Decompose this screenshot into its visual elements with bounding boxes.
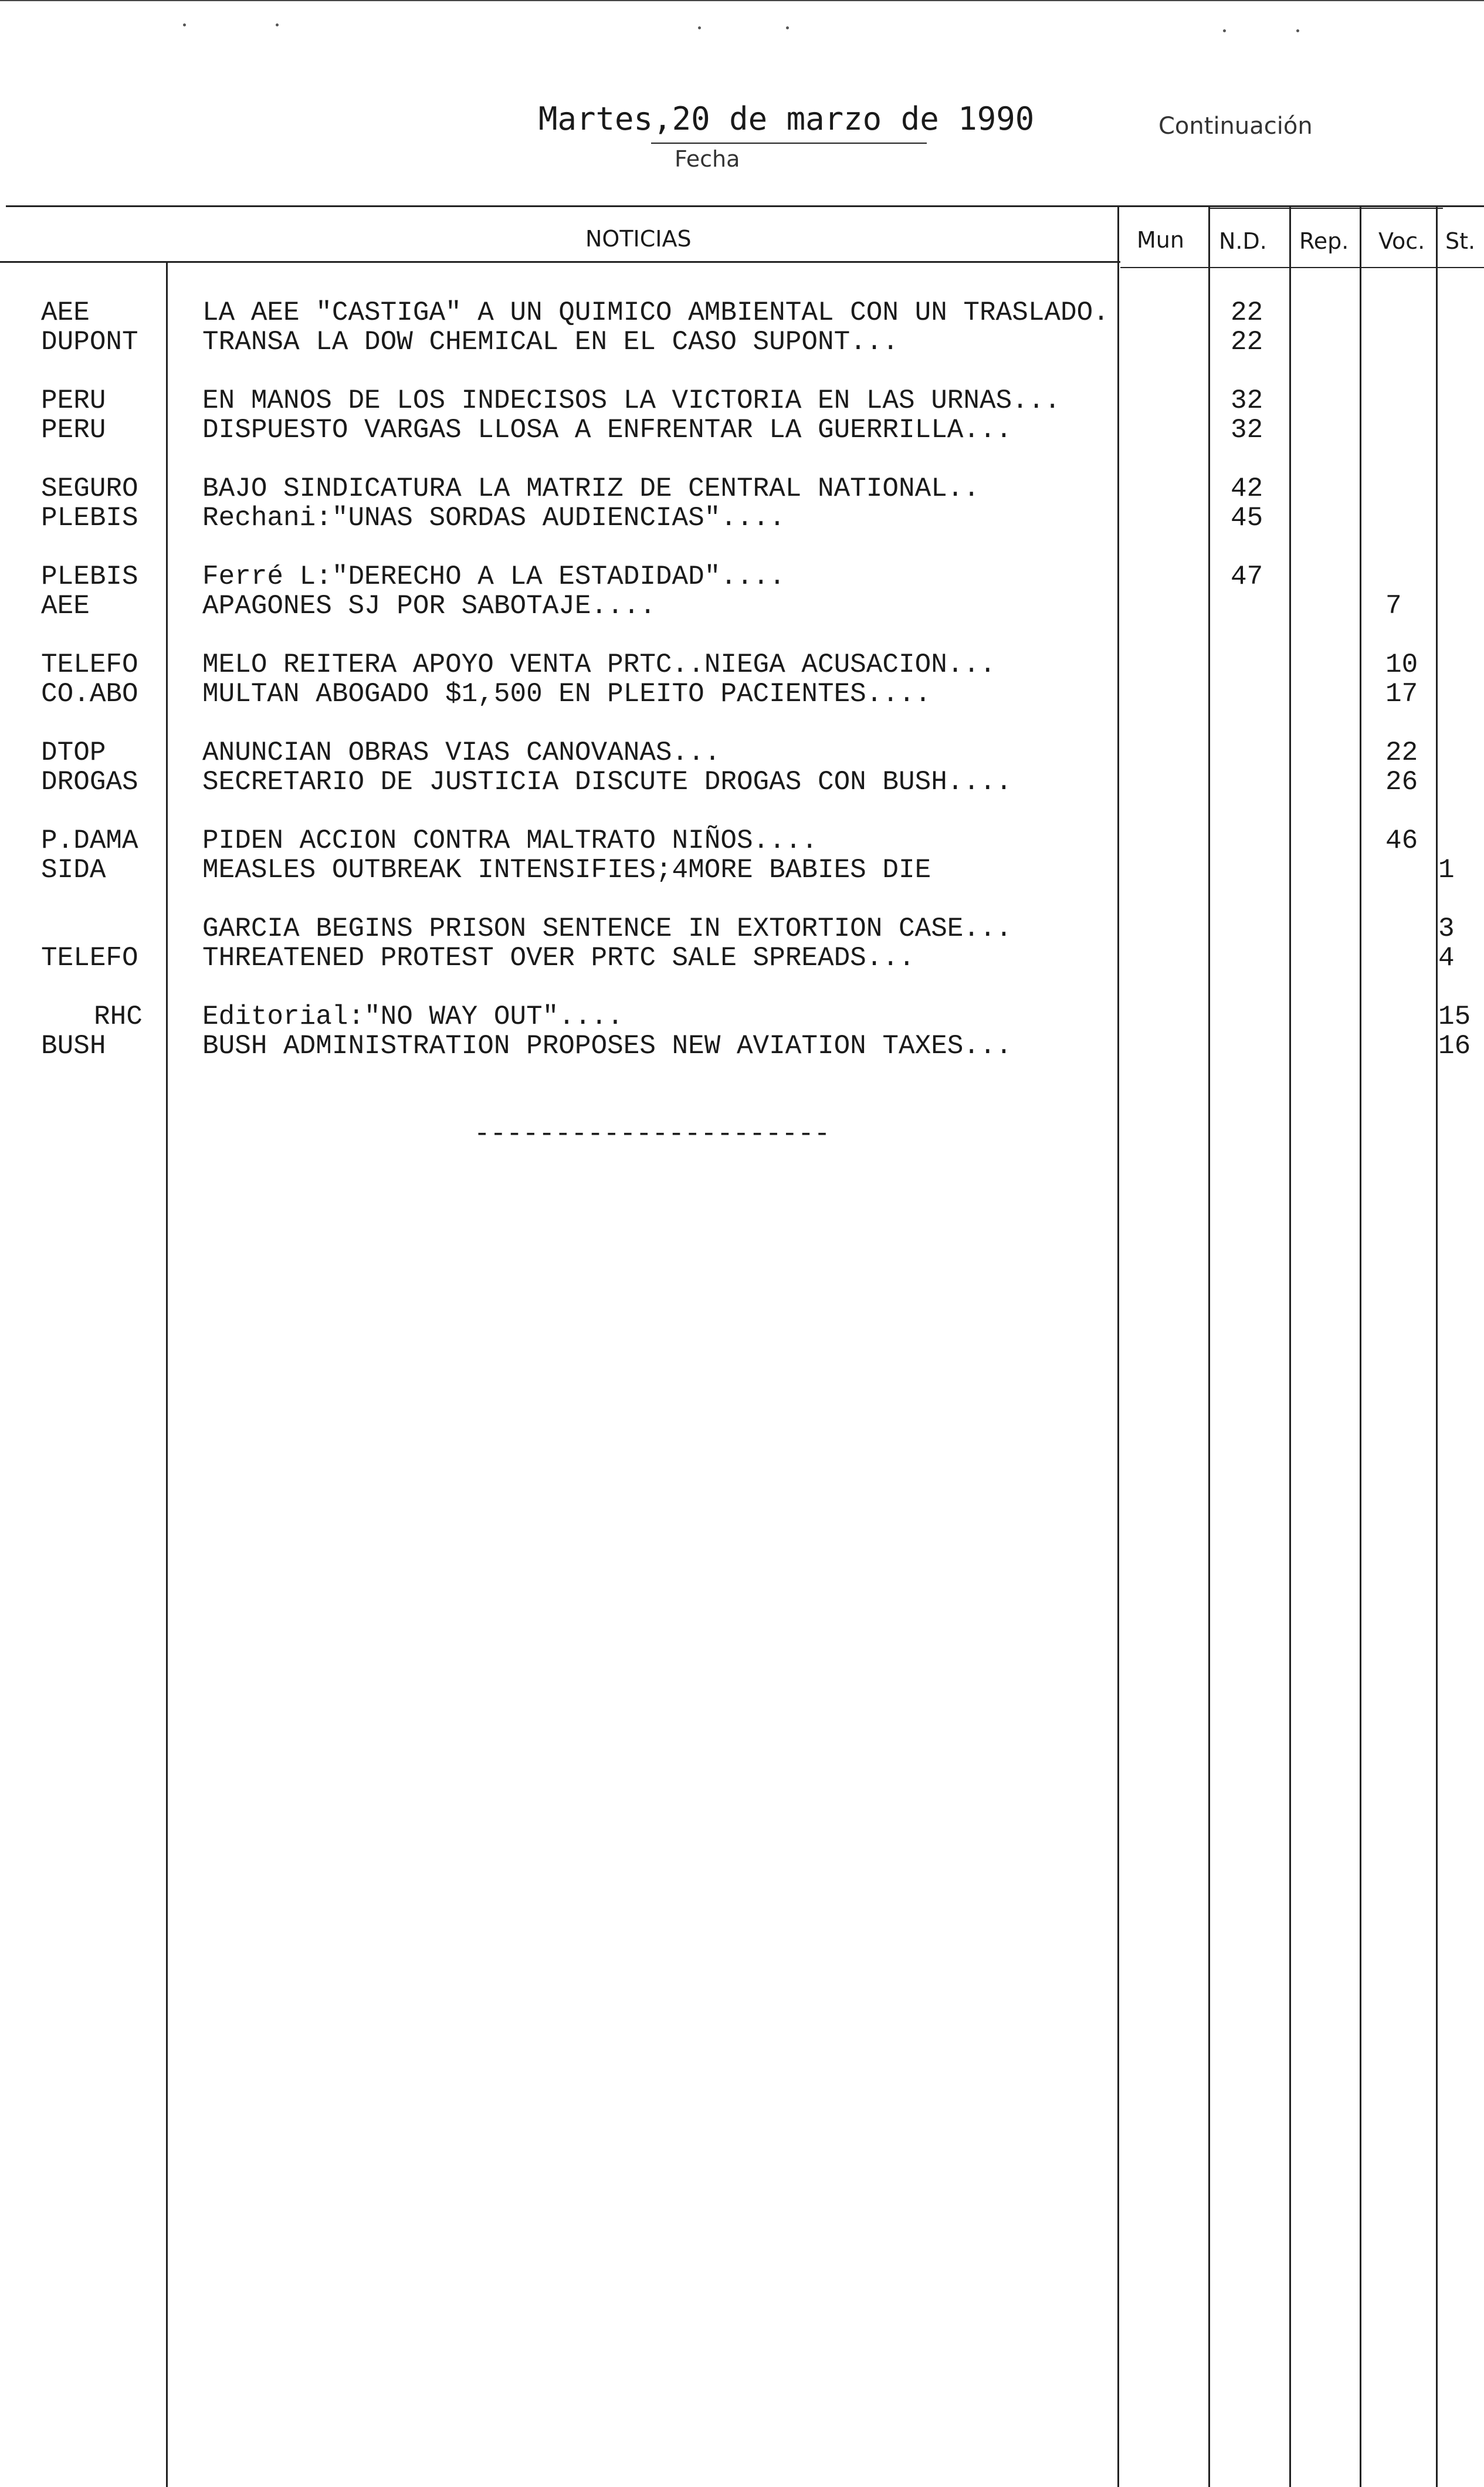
row-nd-page: 42: [1231, 473, 1263, 504]
row-tag: AEE: [41, 591, 90, 621]
table-header-rule-right: [1120, 267, 1484, 268]
column-header-nd: N.D.: [1219, 228, 1267, 254]
row-nd-page: 32: [1231, 385, 1263, 416]
row-headline: PIDEN ACCION CONTRA MALTRATO NIÑOS....: [202, 825, 818, 856]
date-label: Fecha: [675, 146, 740, 172]
row-nd-page: 22: [1231, 327, 1263, 357]
row-headline: APAGONES SJ POR SABOTAJE....: [202, 591, 656, 621]
column-divider-st: [1436, 205, 1438, 2487]
row-tag: CO.ABO: [41, 679, 138, 709]
row-headline: EN MANOS DE LOS INDECISOS LA VICTORIA EN LAS URNAS...: [202, 385, 1061, 416]
row-tag: PLEBIS: [41, 561, 138, 592]
row-headline: Editorial:"NO WAY OUT"....: [202, 1001, 624, 1032]
nd-rep-header-rule: [1208, 208, 1443, 209]
row-st-page: 1: [1438, 855, 1455, 885]
scan-speck: [1223, 29, 1226, 32]
column-header-mun: Mun: [1137, 227, 1184, 253]
row-tag: P.DAMA: [41, 825, 138, 856]
row-tag: TELEFO: [41, 649, 138, 680]
scan-speck: [698, 26, 701, 29]
row-voc-page: 26: [1385, 767, 1418, 797]
row-nd-page: 22: [1231, 297, 1263, 328]
column-divider-mun: [1117, 205, 1119, 2487]
row-headline: Ferré L:"DERECHO A LA ESTADIDAD"....: [202, 561, 785, 592]
row-st-page: 15: [1438, 1001, 1471, 1032]
row-headline: LA AEE "CASTIGA" A UN QUIMICO AMBIENTAL CON UN TRASLADO.: [202, 297, 1109, 328]
row-headline: TRANSA LA DOW CHEMICAL EN EL CASO SUPONT...: [202, 327, 899, 357]
row-nd-page: 47: [1231, 561, 1263, 592]
table-header-rule: [0, 261, 1120, 263]
column-header-rep: Rep.: [1299, 228, 1349, 254]
row-tag: BUSH: [41, 1031, 106, 1061]
column-divider-tag: [166, 263, 168, 2487]
row-headline: MEASLES OUTBREAK INTENSIFIES;4MORE BABIES DIE: [202, 855, 931, 885]
row-voc-page: 10: [1385, 649, 1418, 680]
row-headline: ANUNCIAN OBRAS VIAS CANOVANAS...: [202, 737, 721, 768]
row-headline: Rechani:"UNAS SORDAS AUDIENCIAS"....: [202, 503, 785, 533]
row-tag: DTOP: [41, 737, 106, 768]
column-header-st: St.: [1445, 228, 1476, 254]
column-header-noticias: NOTICIAS: [585, 226, 692, 252]
column-divider-rep: [1289, 205, 1291, 2487]
row-headline: GARCIA BEGINS PRISON SENTENCE IN EXTORTION CASE...: [202, 913, 1012, 944]
scan-speck: [276, 23, 279, 26]
row-st-page: 16: [1438, 1031, 1471, 1061]
scan-speck: [786, 26, 789, 29]
row-tag: TELEFO: [41, 943, 138, 973]
row-headline: MULTAN ABOGADO $1,500 EN PLEITO PACIENTES....: [202, 679, 931, 709]
scan-speck: [1296, 29, 1299, 32]
row-tag: AEE: [41, 297, 90, 328]
row-voc-page: 46: [1385, 825, 1418, 856]
row-tag: PLEBIS: [41, 503, 138, 533]
table-top-rule: [6, 205, 1484, 207]
top-edge-rule: [0, 0, 1484, 1]
row-headline: SECRETARIO DE JUSTICIA DISCUTE DROGAS CON BUSH....: [202, 767, 1012, 797]
column-header-voc: Voc.: [1378, 228, 1425, 254]
row-tag: SEGURO: [41, 473, 138, 504]
row-st-page: 4: [1438, 943, 1455, 973]
row-tag: DROGAS: [41, 767, 138, 797]
row-headline: BUSH ADMINISTRATION PROPOSES NEW AVIATION TAXES...: [202, 1031, 1012, 1061]
closing-rule: ----------------------: [474, 1119, 831, 1149]
row-headline: THREATENED PROTEST OVER PRTC SALE SPREADS...: [202, 943, 915, 973]
row-headline: MELO REITERA APOYO VENTA PRTC..NIEGA ACUSACION...: [202, 649, 996, 680]
row-tag: SIDA: [41, 855, 106, 885]
row-tag: DUPONT: [41, 327, 138, 357]
date-underline: [651, 143, 927, 144]
row-voc-page: 17: [1385, 679, 1418, 709]
column-divider-voc: [1360, 205, 1361, 2487]
row-tag: PERU: [41, 385, 106, 416]
row-nd-page: 45: [1231, 503, 1263, 533]
row-st-page: 3: [1438, 913, 1455, 944]
row-tag: RHC: [94, 1001, 143, 1032]
row-headline: DISPUESTO VARGAS LLOSA A ENFRENTAR LA GUERRILLA...: [202, 415, 1012, 445]
continuation-label: Continuación: [1158, 113, 1313, 140]
row-headline: BAJO SINDICATURA LA MATRIZ DE CENTRAL NATIONAL..: [202, 473, 980, 504]
row-voc-page: 22: [1385, 737, 1418, 768]
row-nd-page: 32: [1231, 415, 1263, 445]
report-date: Martes,20 de marzo de 1990: [538, 100, 1035, 137]
scan-speck: [183, 23, 186, 26]
row-tag: PERU: [41, 415, 106, 445]
row-voc-page: 7: [1385, 591, 1402, 621]
column-divider-nd: [1208, 205, 1210, 2487]
